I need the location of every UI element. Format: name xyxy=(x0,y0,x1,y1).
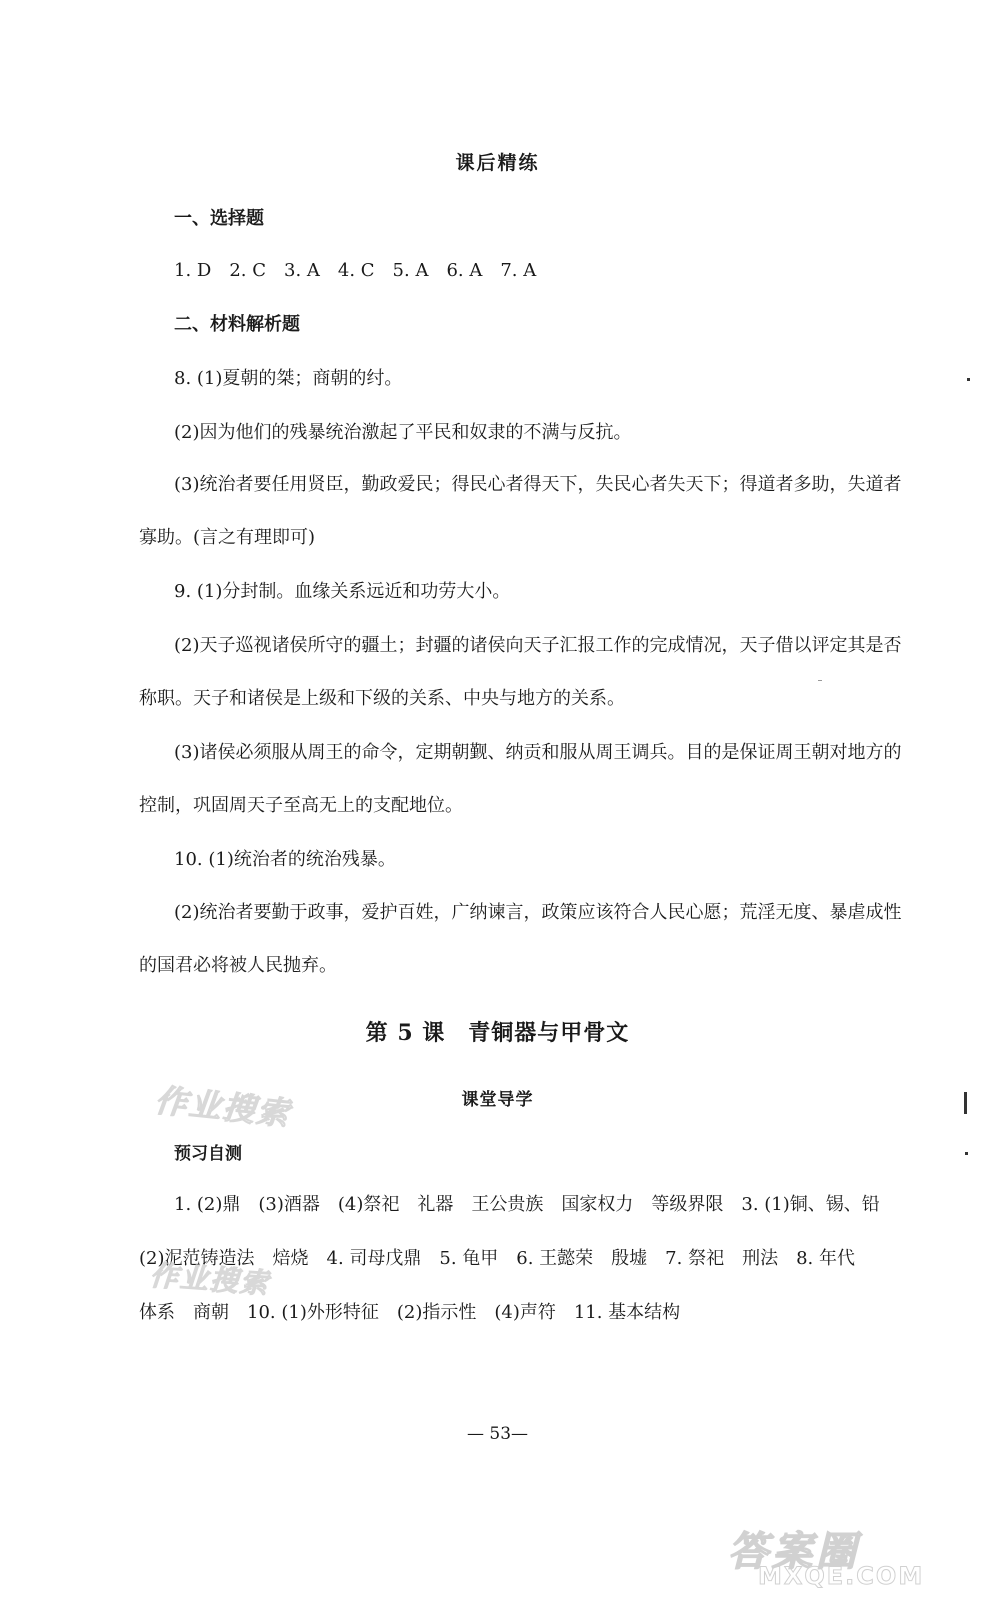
part2-heading: 二、材料解析题 xyxy=(174,314,300,335)
q8-answer-2: (2)因为他们的残暴统治激起了平民和奴隶的不满与反抗。 xyxy=(174,422,632,443)
page-number: — 53— xyxy=(466,1424,529,1444)
logo-text: 答案圈 xyxy=(728,1529,860,1575)
lesson-subtitle: 课堂导学 xyxy=(461,1090,534,1110)
q10-answer-2-line1: (2)统治者要勤于政事，爱护百姓，广纳谏言，政策应该符合人民心愿；荒淫无度、暴虐成性 xyxy=(174,902,902,923)
q9-answer-3-line2: 控制，巩固周天子至高无上的支配地位。 xyxy=(139,795,463,816)
q8-answer-3-line1: (3)统治者要任用贤臣，勤政爱民；得民心者得天下，失民心者失天下；得道者多助，失道者 xyxy=(174,474,902,495)
lesson-title: 第 5 课 青铜器与甲骨文 xyxy=(365,1020,630,1046)
section-title: 课后精练 xyxy=(455,152,540,174)
scan-speck xyxy=(818,680,822,681)
scan-speck xyxy=(965,1152,968,1155)
q9-answer-3-line1: (3)诸侯必须服从周王的命令，定期朝觐、纳贡和服从周王调兵。目的是保证周王朝对地方的 xyxy=(174,742,902,763)
preview-heading: 预习自测 xyxy=(174,1144,242,1164)
watermark-stamp-top: 作业搜索 xyxy=(153,1080,293,1133)
scan-speck xyxy=(964,1092,967,1114)
q10-answer-2-line2: 的国君必将被人民抛弃。 xyxy=(139,955,337,976)
q9-answer-1: 9. (1)分封制。血缘关系远近和功劳大小。 xyxy=(174,581,511,602)
part1-heading: 一、选择题 xyxy=(174,208,264,229)
q8-answer-3-line2: 寡助。(言之有理即可) xyxy=(139,527,316,548)
choice-answers: 1. D 2. C 3. A 4. C 5. A 6. A 7. A xyxy=(174,260,537,281)
q9-answer-2-line1: (2)天子巡视诸侯所守的疆土；封疆的诸侯向天子汇报工作的完成情况，天子借以评定其是否 xyxy=(174,635,902,656)
preview-answers-line1: 1. (2)鼎 (3)酒器 (4)祭祀 礼器 王公贵族 国家权力 等级界限 3. (1)铜、锡、铅 xyxy=(174,1194,880,1215)
preview-answers-line3: 体系 商朝 10. (1)外形特征 (2)指示性 (4)声符 11. 基本结构 xyxy=(139,1302,681,1323)
preview-answers-line2: (2)泥范铸造法 焙烧 4. 司母戊鼎 5. 龟甲 6. 王懿荣 殷墟 7. 祭祀 刑法 8. 年代 xyxy=(139,1248,855,1269)
q10-answer-1: 10. (1)统治者的统治残暴。 xyxy=(174,849,396,870)
watermark-stamp-bottom: 作业搜索 xyxy=(148,1258,271,1301)
site-logo-watermark xyxy=(728,1520,978,1590)
scan-speck xyxy=(967,378,970,381)
q9-answer-2-line2: 称职。天子和诸侯是上级和下级的关系、中央与地方的关系。 xyxy=(139,688,625,709)
q8-answer-1: 8. (1)夏朝的桀；商朝的纣。 xyxy=(174,368,403,389)
logo-url: MXQE.COM xyxy=(758,1562,925,1590)
